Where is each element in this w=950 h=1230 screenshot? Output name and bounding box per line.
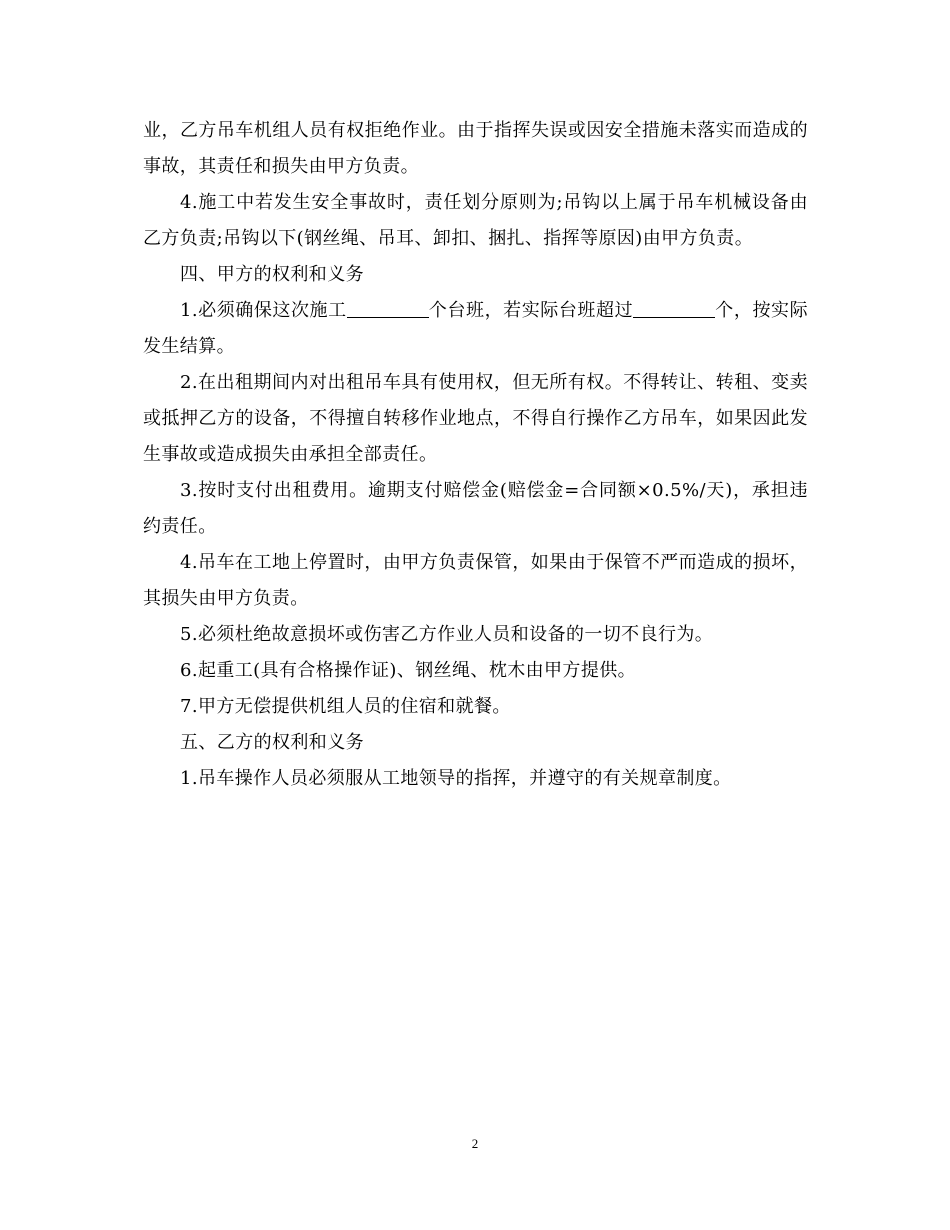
paragraph-accident-liability: 4.施工中若发生安全事故时，责任划分原则为;吊钩以上属于吊车机械设备由乙方负责;吊钩以下(钢丝绳、吊耳、卸扣、捆扎、指挥等原因)由甲方负责。 — [143, 192, 808, 249]
paragraph-accommodation: 7.甲方无偿提供机组人员的住宿和就餐。 — [180, 696, 511, 717]
section-heading-party-b: 五、乙方的权利和义务 — [180, 732, 364, 753]
paragraph-equipment-provision: 6.起重工(具有合格操作证)、钢丝绳、枕木由甲方提供。 — [180, 660, 637, 681]
paragraph-shift-guarantee — [143, 293, 808, 365]
paragraph-prohibition: 5.必须杜绝故意损坏或伤害乙方作业人员和设备的一切不良行为。 — [180, 624, 714, 645]
document-body — [143, 113, 808, 797]
paragraph-segment: 1.必须确保这次施工 — [180, 300, 347, 321]
paragraph-continuation: 业，乙方吊车机组人员有权拒绝作业。由于指挥失误或因安全措施未落实而造成的事故，其责任和损失由甲方负责。 — [143, 120, 808, 177]
blank-fill-line — [633, 299, 715, 318]
page-number: 2 — [471, 1136, 479, 1151]
paragraph-segment: 个台班，若实际台班超过 — [428, 300, 634, 321]
paragraph-custody: 4.吊车在工地上停置时，由甲方负责保管，如果由于保管不严而造成的损坏，其损失由甲方负责。 — [143, 552, 808, 609]
paragraph-payment: 3.按时支付出租费用。逾期支付赔偿金(赔偿金=合同额×0.5%/天)，承担违约责任。 — [143, 480, 808, 537]
paragraph-segment: 个，按实际发生结算。 — [143, 300, 808, 357]
blank-fill-line — [347, 299, 429, 318]
section-heading-party-a: 四、甲方的权利和义务 — [180, 264, 364, 285]
paragraph-operator-compliance: 1.吊车操作人员必须服从工地领导的指挥，并遵守的有关规章制度。 — [180, 768, 732, 789]
paragraph-usage-rights: 2.在出租期间内对出租吊车具有使用权，但无所有权。不得转让、转租、变卖或抵押乙方的设备，不得擅自转移作业地点，不得自行操作乙方吊车，如果因此发生事故或造成损失由承担全部责任。 — [143, 372, 808, 465]
